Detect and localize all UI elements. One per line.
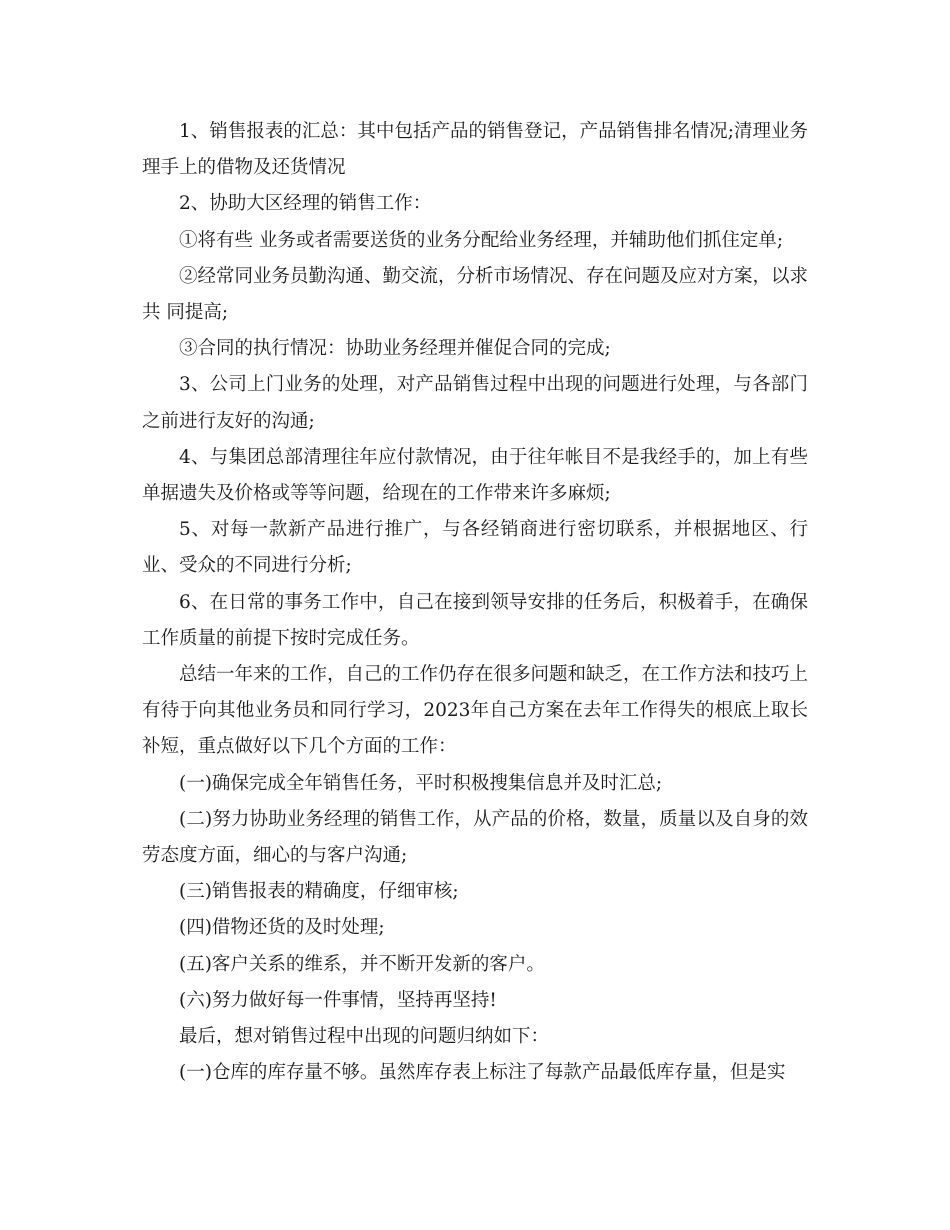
paragraph-8: 5、对每一款新产品进行推广，与各经销商进行密切联系，并根据地区、行业、受众的不同进行分析; [142,519,808,577]
paragraph-13: (三)销售报表的精确度，仔细审核; [179,881,459,903]
paragraph-12: (二)努力协助业务经理的销售工作，从产品的价格，数量，质量以及自身的效劳态度方面，细心的与客户沟通; [142,808,808,867]
paragraph-5: ③合同的执行情况：协助业务经理并催促合同的完成; [179,338,611,360]
paragraph-15: (五)客户关系的维系，并不断开发新的客户。 [179,953,545,975]
paragraph-6: 3、公司上门业务的处理，对产品销售过程中出现的问题进行处理，与各部门之前进行友好的沟通; [142,374,808,432]
paragraph-11: (一)确保完成全年销售任务，平时积极搜集信息并及时汇总; [179,772,663,794]
paragraph-4: ②经常同业务员勤沟通、勤交流，分析市场情况、存在问题及应对方案，以求共 同提高; [142,265,809,324]
paragraph-18: (一)仓库的库存量不够。虽然库存表上标注了每款产品最低库存量，但是实 [179,1062,786,1084]
paragraph-2: 2、协助大区经理的销售工作： [179,193,432,215]
paragraph-16: (六)努力做好每一件事情，坚持再坚持! [179,989,497,1011]
paragraph-10: 总结一年来的工作，自己的工作仍存在很多问题和缺乏，在工作方法和技巧上有待于向其他业务员和同行学习，2023年自己方案在去年工作得失的根底上取长补短，重点做好以下几个方面的工作： [142,664,809,758]
paragraph-17: 最后，想对销售过程中出现的问题归纳如下： [179,1026,550,1048]
paragraph-9: 6、在日常的事务工作中，自己在接到领导安排的任务后，积极着手，在确保工作质量的前提下按时完成任务。 [142,591,808,649]
paragraph-1: 1、销售报表的汇总：其中包括产品的销售登记，产品销售排名情况;清理业务 理手上的借物及还货情况 [142,121,808,179]
document-body [142,114,808,1091]
paragraph-14: (四)借物还货的及时处理; [179,917,385,939]
paragraph-7: 4、与集团总部清理往年应付款情况，由于往年帐目不是我经手的，加上有些单据遗失及价格或等等问题，给现在的工作带来许多麻烦; [142,446,808,505]
paragraph-3: ①将有些 业务或者需要送货的业务分配给业务经理，并辅助他们抓住定单; [179,229,784,251]
